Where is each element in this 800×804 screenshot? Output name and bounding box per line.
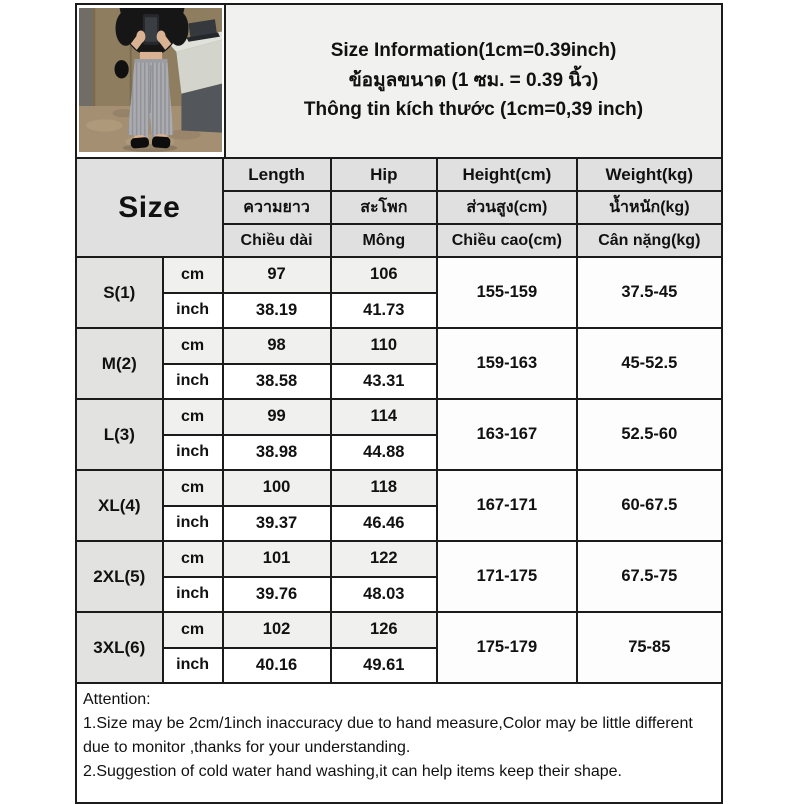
length-inch-value: 39.76 (223, 577, 331, 613)
unit-inch-label: inch (163, 435, 223, 471)
length-cm-value: 101 (223, 541, 331, 577)
unit-cm-label: cm (163, 612, 223, 648)
unit-cm-label: cm (163, 470, 223, 506)
weight-range-value: 52.5-60 (577, 399, 722, 470)
product-photo (77, 5, 224, 157)
unit-cm-label: cm (163, 328, 223, 364)
height-range-value: 167-171 (437, 470, 577, 541)
col-header-hip-vi: Mông (331, 224, 438, 257)
hip-inch-value: 48.03 (331, 577, 438, 613)
size-chart-page (75, 0, 723, 804)
unit-inch-label: inch (163, 364, 223, 400)
weight-range-value: 67.5-75 (577, 541, 722, 612)
unit-cm-label: cm (163, 541, 223, 577)
size-label: L(3) (76, 399, 163, 470)
hip-cm-value: 122 (331, 541, 438, 577)
col-header-length-th: ความยาว (223, 191, 331, 224)
col-header-height-vi: Chiều cao(cm) (437, 224, 577, 257)
size-table-body (76, 257, 722, 683)
product-photo-scene (79, 8, 222, 152)
row-2xl-cm (76, 541, 722, 577)
height-range-value: 175-179 (437, 612, 577, 683)
attention-section (75, 684, 723, 804)
product-photo-illustration (79, 8, 222, 152)
col-header-length-vi: Chiều dài (223, 224, 331, 257)
height-range-value: 159-163 (437, 328, 577, 399)
length-inch-value: 38.98 (223, 435, 331, 471)
height-range-value: 155-159 (437, 257, 577, 328)
length-cm-value: 100 (223, 470, 331, 506)
row-s-cm (76, 257, 722, 293)
col-header-hip-th: สะโพก (331, 191, 438, 224)
length-inch-value: 38.58 (223, 364, 331, 400)
col-header-height-en: Height(cm) (437, 158, 577, 191)
size-column-header: Size (76, 158, 223, 257)
size-label: XL(4) (76, 470, 163, 541)
col-header-weight-th: น้ำหนัก(kg) (577, 191, 722, 224)
length-inch-value: 38.19 (223, 293, 331, 329)
size-label: M(2) (76, 328, 163, 399)
hip-cm-value: 106 (331, 257, 438, 293)
unit-cm-label: cm (163, 257, 223, 293)
length-cm-value: 98 (223, 328, 331, 364)
attention-note-1: 1.Size may be 2cm/1inch inaccuracy due to hand measure,Color may be little different due to monitor ,thanks for your understanding. (83, 715, 693, 756)
length-inch-value: 39.37 (223, 506, 331, 542)
header-row-english (76, 158, 722, 191)
row-3xl-cm (76, 612, 722, 648)
length-cm-value: 99 (223, 399, 331, 435)
unit-inch-label: inch (163, 648, 223, 684)
col-header-hip-en: Hip (331, 158, 438, 191)
size-table-header (76, 158, 722, 257)
height-range-value: 163-167 (437, 399, 577, 470)
hip-cm-value: 118 (331, 470, 438, 506)
col-header-height-th: ส่วนสูง(cm) (437, 191, 577, 224)
hip-cm-value: 126 (331, 612, 438, 648)
unit-inch-label: inch (163, 506, 223, 542)
attention-heading: Attention: (83, 691, 151, 708)
row-l-cm (76, 399, 722, 435)
length-cm-value: 102 (223, 612, 331, 648)
unit-inch-label: inch (163, 577, 223, 613)
length-cm-value: 97 (223, 257, 331, 293)
weight-range-value: 45-52.5 (577, 328, 722, 399)
col-header-length-en: Length (223, 158, 331, 191)
hip-cm-value: 114 (331, 399, 438, 435)
hip-inch-value: 44.88 (331, 435, 438, 471)
hip-inch-value: 46.46 (331, 506, 438, 542)
title-english: Size Information(1cm=0.39inch) (330, 39, 617, 61)
weight-range-value: 75-85 (577, 612, 722, 683)
hip-cm-value: 110 (331, 328, 438, 364)
title-thai: ข้อมูลขนาด (1 ซม. = 0.39 นิ้ว) (348, 69, 599, 91)
size-label: 2XL(5) (76, 541, 163, 612)
size-table (75, 157, 723, 684)
size-label: S(1) (76, 257, 163, 328)
size-info-title-block (224, 5, 721, 157)
col-header-weight-en: Weight(kg) (577, 158, 722, 191)
weight-range-value: 60-67.5 (577, 470, 722, 541)
weight-range-value: 37.5-45 (577, 257, 722, 328)
title-vietnamese: Thông tin kích thước (1cm=0,39 inch) (303, 99, 644, 121)
hip-inch-value: 49.61 (331, 648, 438, 684)
row-m-cm (76, 328, 722, 364)
hip-inch-value: 41.73 (331, 293, 438, 329)
header-section (75, 3, 723, 157)
col-header-weight-vi: Cân nặng(kg) (577, 224, 722, 257)
row-xl-cm (76, 470, 722, 506)
size-label: 3XL(6) (76, 612, 163, 683)
unit-cm-label: cm (163, 399, 223, 435)
unit-inch-label: inch (163, 293, 223, 329)
length-inch-value: 40.16 (223, 648, 331, 684)
hip-inch-value: 43.31 (331, 364, 438, 400)
height-range-value: 171-175 (437, 541, 577, 612)
attention-note-2: 2.Suggestion of cold water hand washing,it can help items keep their shape. (83, 763, 622, 780)
